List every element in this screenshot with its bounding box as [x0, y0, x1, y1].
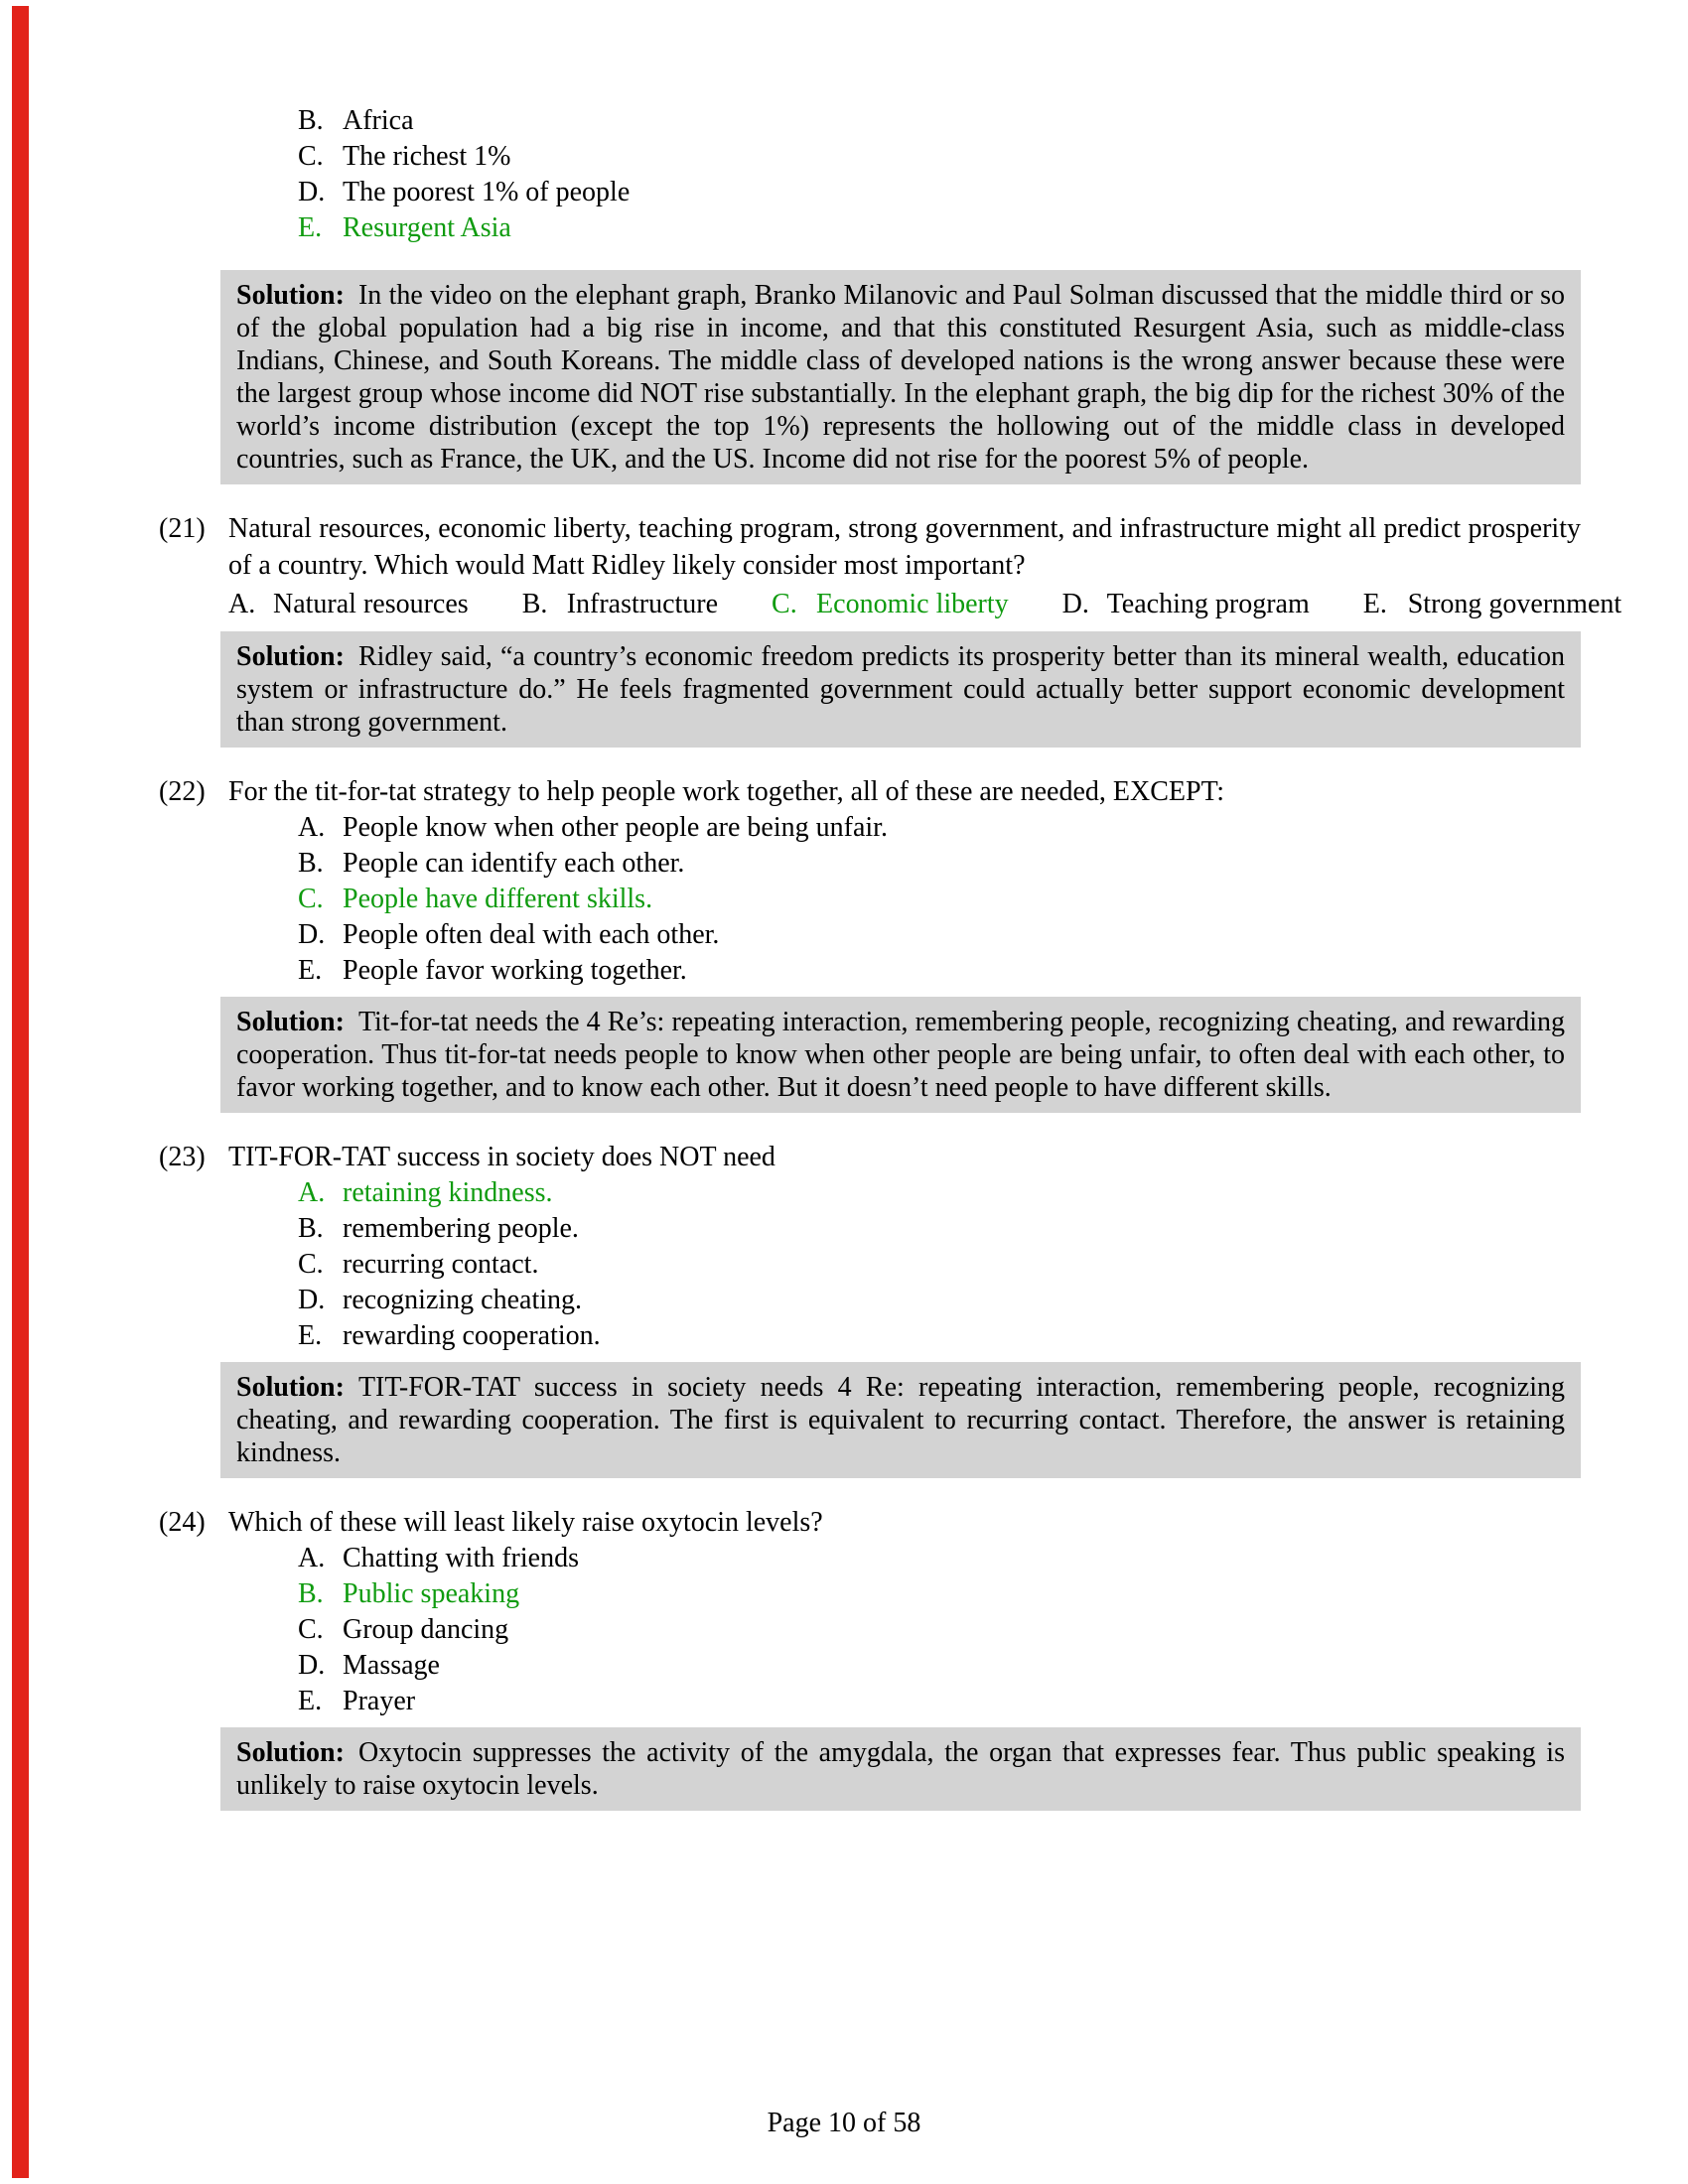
option-item [298, 953, 1581, 989]
options-list [298, 1175, 1581, 1354]
question-block-23 [159, 1139, 1581, 1478]
option-letter: C. [298, 884, 324, 914]
options-list [298, 1541, 1581, 1719]
options-list [298, 810, 1581, 989]
solution-label: Solution: [236, 641, 345, 672]
option-text: People know when other people are being unfair. [343, 812, 888, 843]
option-text: Prayer [343, 1686, 416, 1716]
option-letter: B. [298, 848, 324, 879]
option-text: People have different skills. [343, 884, 653, 914]
solution-box [220, 1727, 1581, 1811]
option-letter: A. [298, 1543, 326, 1573]
option-item [298, 175, 1581, 210]
option-item-correct [298, 1175, 1581, 1211]
option-text: People favor working together. [343, 955, 687, 986]
option-letter: D. [298, 1285, 326, 1315]
option-letter: D. [298, 1650, 326, 1681]
question-block-24 [159, 1504, 1581, 1811]
option-item-correct [298, 210, 1581, 246]
option-text: Strong government [1407, 589, 1622, 619]
option-letter: D. [1061, 589, 1089, 619]
solution-text: TIT-FOR-TAT success in society needs 4 Re: repeating interaction, remembering people, recognizing cheating, and rewarding cooperation. The first is equivalent to recurring contact. Therefore, the answer is retaining kindness. [236, 1372, 1565, 1468]
option-item [298, 139, 1581, 175]
option-item [298, 1648, 1581, 1684]
question-number: (21) [159, 513, 206, 544]
option-letter: E. [298, 1320, 323, 1351]
option-item [298, 1612, 1581, 1648]
question-block-partial [159, 103, 1581, 484]
solution-label: Solution: [236, 280, 345, 311]
option-letter: B. [298, 1578, 324, 1609]
solution-text: Ridley said, “a country’s economic freedom predicts its prosperity better than its mineral wealth, education system or infrastructure do.” He feels fragmented government could actually better support economic development than strong government. [236, 641, 1565, 738]
option-text: recognizing cheating. [343, 1285, 583, 1315]
option-letter: C. [298, 1614, 324, 1645]
option-text: Natural resources [273, 589, 469, 619]
option-item [298, 810, 1581, 846]
solution-text: Oxytocin suppresses the activity of the amygdala, the organ that expresses fear. Thus public speaking is unlikely to raise oxytocin levels. [236, 1737, 1565, 1801]
solution-box [220, 1362, 1581, 1478]
page-footer: Page 10 of 58 [767, 2108, 921, 2138]
option-letter: D. [298, 177, 326, 207]
solution-label: Solution: [236, 1372, 345, 1403]
option-item [298, 103, 1581, 139]
option-item [298, 1541, 1581, 1576]
solution-box [220, 997, 1581, 1113]
solution-label: Solution: [236, 1007, 345, 1037]
option-letter: E. [298, 212, 323, 243]
option-text: Economic liberty [816, 589, 1009, 619]
option-text: Chatting with friends [343, 1543, 579, 1573]
option-text: Massage [343, 1650, 440, 1681]
option-item [298, 846, 1581, 882]
question-text: TIT-FOR-TAT success in society does NOT need [228, 1142, 775, 1172]
option-item [228, 586, 469, 623]
option-item [1363, 586, 1621, 623]
option-item [298, 1684, 1581, 1719]
option-letter: A. [298, 812, 326, 843]
option-letter: B. [298, 105, 324, 136]
option-item [298, 1283, 1581, 1318]
option-letter: B. [521, 589, 548, 619]
option-text: Public speaking [343, 1578, 520, 1609]
option-text: rewarding cooperation. [343, 1320, 601, 1351]
left-red-bar [12, 6, 29, 2178]
question-number: (24) [159, 1507, 206, 1538]
option-letter: A. [228, 589, 256, 619]
option-text: The poorest 1% of people [343, 177, 631, 207]
option-letter: C. [298, 141, 324, 172]
option-letter: C. [298, 1249, 324, 1280]
option-item [522, 586, 718, 623]
option-item [298, 1247, 1581, 1283]
options-list [298, 103, 1581, 246]
option-letter: B. [298, 1213, 324, 1244]
option-letter: C. [772, 589, 797, 619]
option-text: retaining kindness. [343, 1177, 553, 1208]
option-text: People often deal with each other. [343, 919, 720, 950]
question-number: (23) [159, 1142, 206, 1172]
option-text: recurring contact. [343, 1249, 539, 1280]
option-letter: E. [298, 1686, 323, 1716]
solution-box [220, 631, 1581, 748]
solution-label: Solution: [236, 1737, 345, 1768]
option-item-correct [298, 1576, 1581, 1612]
question-text: Natural resources, economic liberty, teaching program, strong government, and infrastructure might all predict prosperity of a country. Which would Matt Ridley likely consider most important? [228, 513, 1581, 581]
option-item [298, 1318, 1581, 1354]
question-text: Which of these will least likely raise oxytocin levels? [228, 1507, 823, 1538]
option-item [298, 1211, 1581, 1247]
question-text: For the tit-for-tat strategy to help people work together, all of these are needed, EXCEPT: [228, 776, 1225, 807]
option-item [298, 917, 1581, 953]
solution-text: Tit-for-tat needs the 4 Re’s: repeating interaction, remembering people, recognizing cheating, and rewarding cooperation. Thus tit-for-tat needs people to know when other people are being unfair, to often deal with each other, to favor working together, and to know each other. But it doesn’t need people to have different skills. [236, 1007, 1565, 1103]
option-text: Infrastructure [566, 589, 719, 619]
option-item [1062, 586, 1310, 623]
option-letter: A. [298, 1177, 326, 1208]
option-letter: D. [298, 919, 326, 950]
option-text: Resurgent Asia [343, 212, 511, 243]
option-text: Group dancing [343, 1614, 509, 1645]
option-letter: E. [1362, 589, 1387, 619]
option-letter: E. [298, 955, 323, 986]
question-block-22 [159, 773, 1581, 1113]
option-item-correct [772, 586, 1009, 623]
option-text: remembering people. [343, 1213, 579, 1244]
option-text: People can identify each other. [343, 848, 685, 879]
option-text: Teaching program [1106, 589, 1310, 619]
options-row [228, 586, 1622, 623]
solution-box [220, 270, 1581, 484]
option-text: The richest 1% [343, 141, 511, 172]
question-block-21 [159, 510, 1622, 748]
option-item-correct [298, 882, 1581, 917]
question-number: (22) [159, 776, 206, 807]
solution-text: In the video on the elephant graph, Branko Milanovic and Paul Solman discussed that the middle third or so of the global population had a big rise in income, and that this constituted Resurgent Asia, such as middle-class Indians, Chinese, and South Koreans. The middle class of developed nations is the wrong answer because these were the largest group whose income did NOT rise substantially. In the elephant graph, the big dip for the richest 30% of the world’s income distribution (except the top 1%) represents the hollowing out of the middle class in developed countries, such as France, the UK, and the US. Income did not rise for the poorest 5% of people. [236, 280, 1565, 475]
option-text: Africa [343, 105, 414, 136]
